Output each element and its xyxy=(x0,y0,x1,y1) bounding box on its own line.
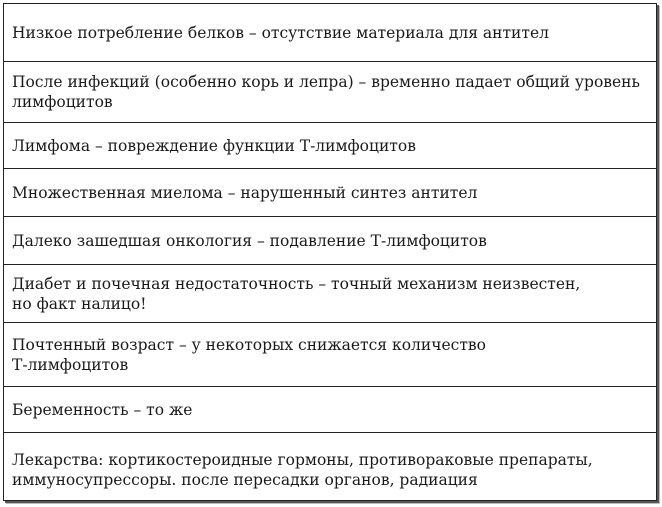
table-cell: Низкое потребление белков – отсутствие материала для антител xyxy=(12,23,549,42)
table-cell: Беременность – то же xyxy=(4,387,656,433)
table-cell: Почтенный возраст – у некоторых снижается количество Т-лимфоцитов xyxy=(4,323,656,387)
table-cell: Лекарства: кортикостероидные гормоны, противораковые препараты, иммуносупрессоры. после пересадки органов, радиация xyxy=(4,433,656,507)
table-row xyxy=(4,387,656,433)
table-row xyxy=(4,62,656,123)
table-row xyxy=(4,265,656,323)
table-cell: Далеко зашедшая онкология – подавление Т-лимфоцитов xyxy=(4,217,656,265)
table-row xyxy=(4,323,656,387)
causes-table xyxy=(4,4,656,506)
table-cell: Диабет и почечная недостаточность – точный механизм неизвестен, но факт налицо! xyxy=(4,265,656,323)
table-row xyxy=(4,123,656,169)
table-cell: После инфекций (особенно корь и лепра) – временно падает общий уровень лимфоцитов xyxy=(4,62,656,123)
table-cell: Множественная миелома – нарушенный синтез антител xyxy=(4,169,656,217)
table-row xyxy=(4,169,656,217)
table-row xyxy=(4,217,656,265)
table-row xyxy=(4,433,656,507)
table-row xyxy=(4,4,656,62)
causes-table-frame xyxy=(3,3,657,501)
table-cell: Лимфома – повреждение функции Т-лимфоцитов xyxy=(4,123,656,169)
